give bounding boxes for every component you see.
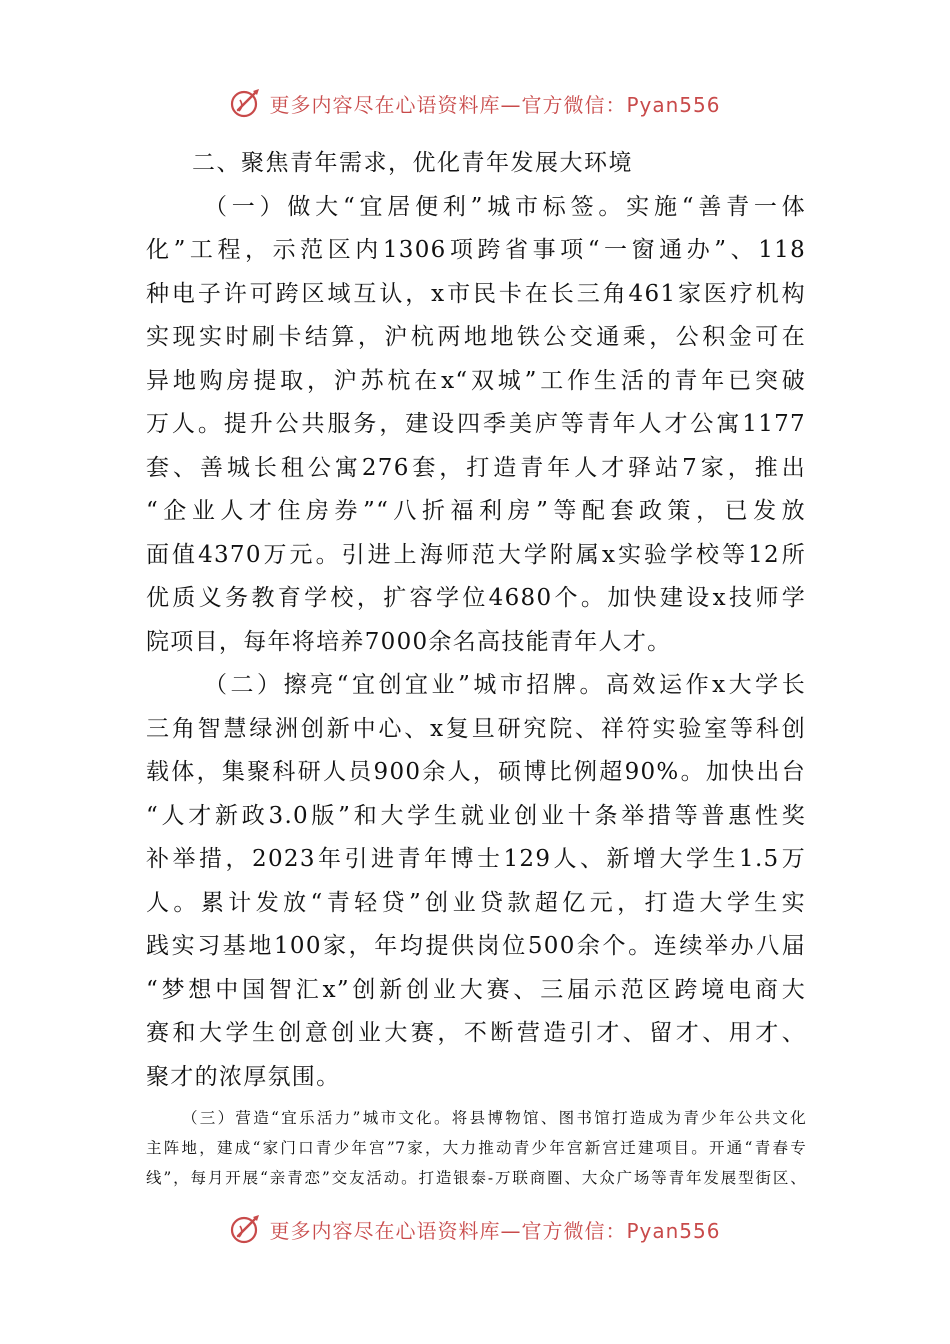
pen-logo-icon xyxy=(229,1212,263,1246)
paragraph-livable xyxy=(146,186,806,665)
watermark-header xyxy=(0,86,950,120)
document-body xyxy=(146,142,806,1193)
text-line: 补举措，2023年引进青年博士129人、新增大学生1.5万 xyxy=(146,846,806,872)
text-line: 践实习基地100家，年均提供岗位500余个。连续举办八届 xyxy=(146,933,806,959)
text-line: 实现实时刷卡结算，沪杭两地地铁公交通乘，公积金可在 xyxy=(146,324,806,350)
text-line: 载体，集聚科研人员900余人，硕博比例超90%。加快出台 xyxy=(146,759,806,785)
watermark-text: 更多内容尽在心语资料库—官方微信：Pyan556 xyxy=(269,92,721,117)
text-line: 院项目，每年将培养7000余名高技能青年人才。 xyxy=(146,628,672,655)
text-line: 聚才的浓厚氛围。 xyxy=(146,1063,341,1090)
text-line: 万人。提升公共服务，建设四季美庐等青年人才公寓1177 xyxy=(146,411,806,437)
pen-logo-icon xyxy=(229,86,263,120)
text-line: 人。累计发放“青轻贷”创业贷款超亿元，打造大学生实 xyxy=(146,889,806,916)
text-line: 套、善城长租公寓276套，打造青年人才驿站7家，推出 xyxy=(146,454,806,481)
watermark-footer xyxy=(0,1212,950,1246)
text-line: 化”工程，示范区内1306项跨省事项“一窗通办”、118 xyxy=(146,237,806,263)
text-line: （三）营造“宜乐活力”城市文化。将县博物馆、图书馆打造成为青少年公共文化 xyxy=(182,1109,806,1127)
text-line: 优质义务教育学校，扩容学位4680个。加快建设x技师学 xyxy=(146,585,806,611)
text-line: 主阵地，建成“家门口青少年宫”7家，大力推动青少年宫新宫迁建项目。开通“青春专 xyxy=(146,1139,806,1157)
text-line: 线”，每月开展“亲青恋”交友活动。打造银泰-万联商圈、大众广场等青年发展型街区、 xyxy=(146,1169,806,1187)
text-line: 种电子许可跨区域互认，x市民卡在长三角461家医疗机构 xyxy=(146,280,806,307)
section-heading: 二、聚焦青年需求，优化青年发展大环境 xyxy=(192,150,633,176)
text-line: （一）做大“宜居便利”城市标签。实施“善青一体 xyxy=(204,193,806,220)
text-line: 异地购房提取，沪苏杭在x“双城”工作生活的青年已突破 xyxy=(146,367,806,394)
text-line: 赛和大学生创意创业大赛，不断营造引才、留才、用才、 xyxy=(146,1020,806,1046)
paragraph-culture xyxy=(146,1103,806,1193)
text-line: “梦想中国智汇x”创新创业大赛、三届示范区跨境电商大 xyxy=(146,976,806,1003)
text-line: “人才新政3.0版”和大学生就业创业十条举措等普惠性奖 xyxy=(146,802,806,829)
text-line: 面值4370万元。引进上海师范大学附属x实验学校等12所 xyxy=(146,541,806,568)
text-line: “企业人才住房券”“八折福利房”等配套政策，已发放 xyxy=(146,498,806,524)
paragraph-entrepreneurship xyxy=(146,664,806,1099)
watermark-text: 更多内容尽在心语资料库—官方微信：Pyan556 xyxy=(269,1218,721,1243)
text-line: （二）擦亮“宜创宜业”城市招牌。高效运作x大学长 xyxy=(204,672,806,698)
text-line: 三角智慧绿洲创新中心、x复旦研究院、祥符实验室等科创 xyxy=(146,715,806,742)
